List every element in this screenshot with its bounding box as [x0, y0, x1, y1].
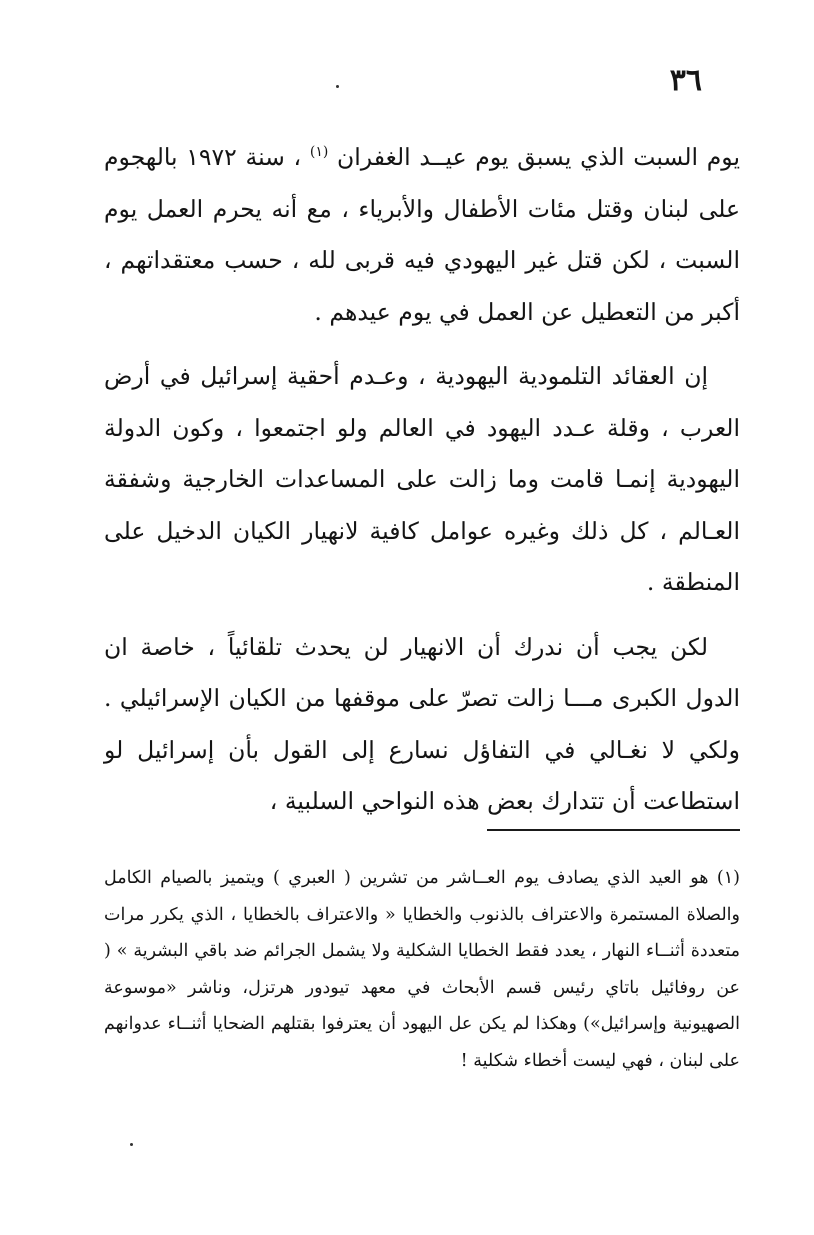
footnote-separator	[487, 829, 740, 831]
page-number: ٣٦	[669, 63, 702, 98]
paragraph-1-text-continued: ، سنة ١٩٧٢ بالهجوم على لبنان وقتل مئات الأطفال والأبرياء ، مع أنه يحرم العمل يوم السبت ، لكن قتل غير اليهودي فيه قربى لله ، حسب معتقداتهم ، أكبر من التعطيل عن العمل في يوم عيدهم .	[104, 143, 740, 326]
paragraph-1	[104, 132, 740, 338]
paragraph-3: لكن يجب أن ندرك أن الانهيار لن يحدث تلقائياً ، خاصة ان الدول الكبرى مـــا زالت تصرّ على موقفها من الكيان الإسرائيلي . ولكي لا نغـالي في التفاؤل نسارع إلى القول بأن إسرائيل لو استطاعت أن تتدارك بعض هذه النواحي السلبية ،	[104, 632, 740, 815]
footnote-reference: (١)	[309, 144, 329, 161]
footnote: (١) هو العيد الذي يصادف يوم العــاشر من تشرين ( العبري ) ويتميز بالصيام الكامل والصلاة المستمرة والاعتراف بالذنوب والخطايا « والاعتراف بالخطايا ، الذي يكرر مرات متعددة أثنــاء النهار ، يعدد فقط الخطايا الشكلية ولا يشمل الجرائم ضد باقي البشرية » ( عن روفائيل باتاي رئيس قسم الأبحاث في معهد تيودور هرتزل، وناشر «موسوعة الصهيونية وإسرائيل») وهكذا لم يكن عل اليهود أن يعترفوا بقتلهم الضحايا أثنــاء عدوانهم على لبنان ، فهي ليست أخطاء شكلية !	[104, 868, 740, 1071]
main-text	[104, 132, 740, 828]
paragraph-1-text: يوم السبت الذي يسبق يوم عيــد الغفران	[337, 143, 740, 171]
paragraph-2: إن العقائد التلمودية اليهودية ، وعـدم أحقية إسرائيل في أرض العرب ، وقلة عـدد اليهود في العالم ولو اجتمعوا ، وكون الدولة اليهودية إنمـا قامت وما زالت على المساعدات الخارجية وشفقة العـالم ، كل ذلك وغيره عوامل كافية لانهيار الكيان الدخيل على المنطقة .	[104, 362, 740, 596]
scan-speck	[336, 85, 339, 88]
scan-speck	[130, 1143, 133, 1146]
